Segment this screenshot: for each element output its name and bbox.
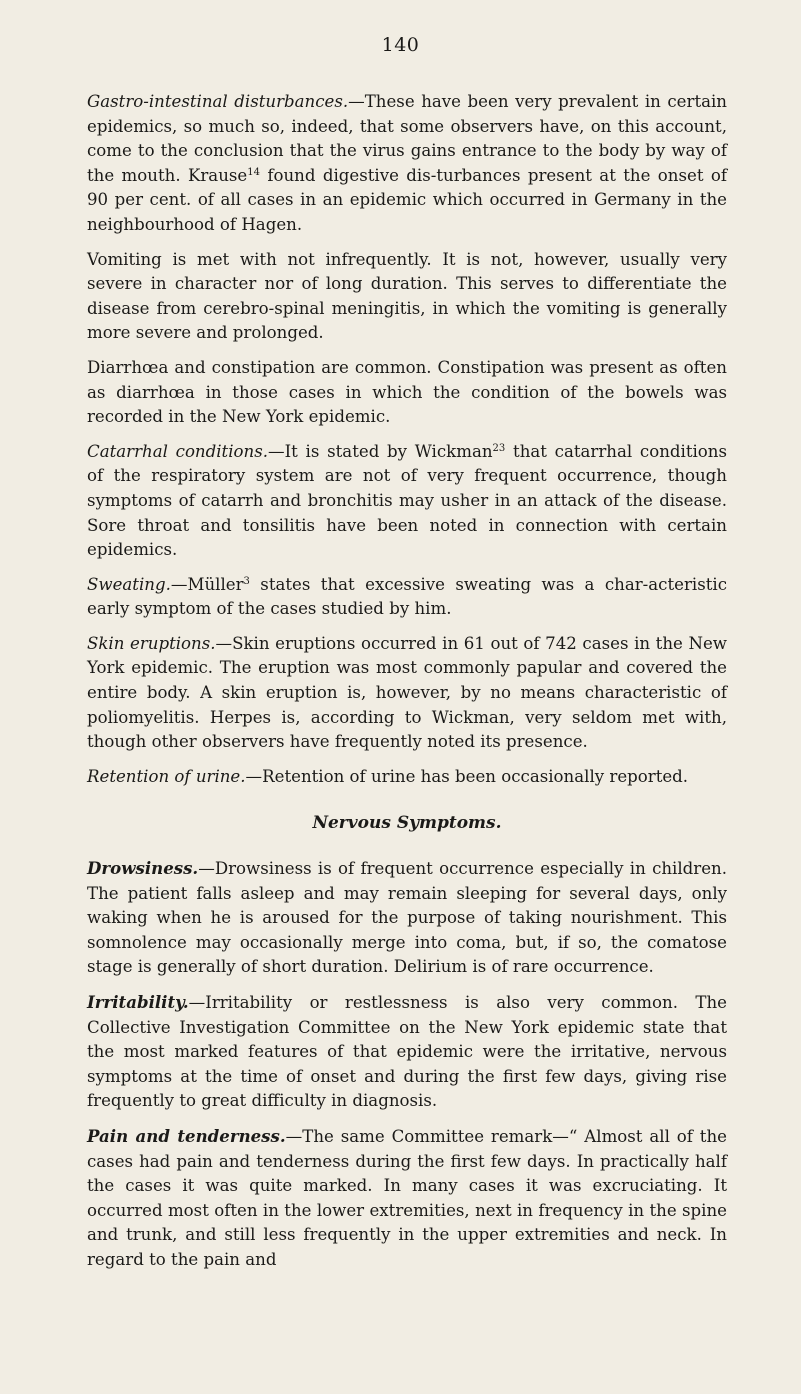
paragraph-drowsiness: Drowsiness.—Drowsiness is of frequent occurrence especially in children. The patient falls asleep and may remain sleeping for several days, only waking when he is aroused for the purpose of taking nourishment. This somnolence may occasionally merge into coma, but, if so, the comatose stage is generally of short duration. Delirium is of rare occurrence. <box>87 858 727 977</box>
paragraph-lead: Drowsiness. <box>87 858 199 879</box>
page-number: 140 <box>381 34 420 56</box>
paragraph-gastro-intestinal: Gastro-intestinal disturbances.—These have been very prevalent in certain epidemics, so much so, indeed, that some observers have, on this account, come to the conclusion that the virus gains entrance to the body by way of the mouth. Krause$^{14}$ found digestive dis-turbances present at the onset of 90 per cent. of all cases in an epidemic which occurred in Germany in the neighbourhood of Hagen. <box>87 92 728 234</box>
paragraph-skin-eruptions: Skin eruptions.—Skin eruptions occurred in 61 out of 742 cases in the New York epidemic. The eruption was most commonly papular and covered the entire body. A skin eruption is, however, by no means characteristic of poliomyelitis. Herpes is, according to Wickman, very seldom met with, though other observers have frequently noted its presence. <box>87 633 727 752</box>
footnote-ref: 23 <box>492 442 506 454</box>
paragraph-lead: Pain and tenderness. <box>87 1125 286 1146</box>
paragraph-catarrhal: Catarrhal conditions.—It is stated by Wickman$^{23}$ that catarrhal conditions of the respiratory system are not of very frequent occurrence, though symptoms of catarrh and bronchitis may usher in an attack of the disease. Sore throat and tonsilitis have been noted in connection with certain epidemics. <box>87 441 727 560</box>
paragraph-lead: Catarrhal conditions. <box>87 441 268 461</box>
paragraph-sweating: Sweating.—Müller$^3$ states that excessive sweating was a char-acteristic early symptom of the cases studied by him. <box>87 574 727 619</box>
footnote-ref: 3 <box>243 575 250 587</box>
paragraph-irritability: Irritability.—Irritability or restlessness is also very common. The Collective Investigation Committee on the New York epidemic state that the most marked features of that epidemic were the irritative, nervous symptoms at the time of onset and during the first few days, giving rise frequently to great difficulty in diagnosis. <box>87 992 727 1111</box>
paragraph-diarrhoea: Diarrhœa and constipation are common. Constipation was present as often as diarrhœa in those cases in which the condition of the bowels was recorded in the New York epidemic. <box>87 357 727 427</box>
footnote-ref: 14 <box>247 166 260 178</box>
paragraph-lead: Gastro-intestinal disturbances. <box>87 92 349 111</box>
paragraph-vomiting: Vomiting is met with not infrequently. It is not, however, usually very severe in character nor of long duration. This serves to differentiate the disease from cerebro-spinal meningitis, in which the vomiting is generally more severe and prolonged. <box>87 249 727 343</box>
paragraph-lead: Retention of urine. <box>87 766 246 786</box>
paragraph-lead: Irritability. <box>87 992 189 1012</box>
body-text <box>87 90 727 1283</box>
paragraph-retention: Retention of urine.—Retention of urine has been occasionally reported. <box>87 766 689 786</box>
paragraph-pain: Pain and tenderness.—The same Committee remark—“ Almost all of the cases had pain and tenderness during the first few days. In practically half the cases it was quite marked. In many cases it was excruciating. It occurred most often in the lower extremities, next in frequency in the spine and trunk, and still less frequently in the upper extremities and neck. In regard to the pain and <box>87 1125 727 1269</box>
section-heading: Nervous Symptoms. <box>312 813 502 834</box>
paragraph-lead: Sweating. <box>87 574 171 594</box>
paragraph-lead: Skin eruptions. <box>87 633 216 653</box>
